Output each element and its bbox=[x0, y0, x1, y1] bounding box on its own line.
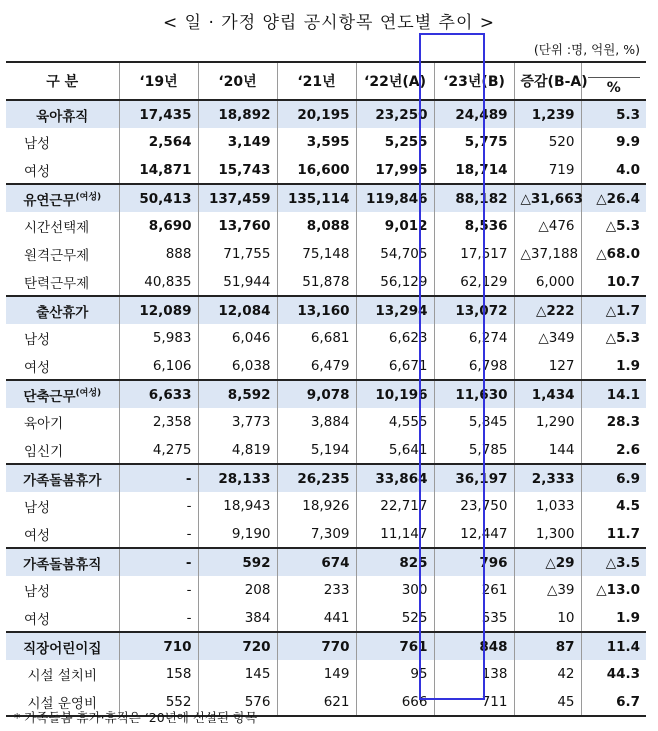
value-cell: △476 bbox=[514, 212, 581, 240]
value-cell: 10.7 bbox=[581, 268, 646, 296]
value-cell: 13,072 bbox=[434, 296, 514, 324]
value-cell: 127 bbox=[514, 352, 581, 380]
value-cell: 300 bbox=[356, 576, 434, 604]
category-row bbox=[6, 632, 646, 660]
value-cell: 5.3 bbox=[581, 100, 646, 128]
value-cell: △3.5 bbox=[581, 548, 646, 576]
category-row bbox=[6, 380, 646, 408]
value-cell: 208 bbox=[198, 576, 277, 604]
row-label: 여성 bbox=[24, 359, 51, 376]
row-label-cell bbox=[6, 100, 119, 128]
value-cell: △31,663 bbox=[514, 184, 581, 212]
value-cell: 6,046 bbox=[198, 324, 277, 352]
row-label-cell bbox=[6, 240, 119, 268]
value-cell: 666 bbox=[356, 688, 434, 716]
header-2019: ‘19년 bbox=[119, 62, 198, 100]
header-percent-label: % bbox=[588, 77, 641, 96]
value-cell: 9,078 bbox=[277, 380, 356, 408]
value-cell: 138 bbox=[434, 660, 514, 688]
category-row bbox=[6, 296, 646, 324]
header-category: 구 분 bbox=[46, 74, 79, 90]
header-percent bbox=[581, 62, 646, 100]
value-cell: 719 bbox=[514, 156, 581, 184]
value-cell: 5,641 bbox=[356, 436, 434, 464]
value-cell: 18,926 bbox=[277, 492, 356, 520]
value-cell: 6,623 bbox=[356, 324, 434, 352]
value-cell: 14.1 bbox=[581, 380, 646, 408]
value-cell: 2,358 bbox=[119, 408, 198, 436]
page-title: < 일 · 가정 양립 공시항목 연도별 추이 > bbox=[162, 13, 496, 33]
value-cell: - bbox=[119, 604, 198, 632]
value-cell: 621 bbox=[277, 688, 356, 716]
value-cell: 261 bbox=[434, 576, 514, 604]
row-label: 남성 bbox=[24, 136, 51, 152]
value-cell: 135,114 bbox=[277, 184, 356, 212]
value-cell: 51,878 bbox=[277, 268, 356, 296]
value-cell: △5.3 bbox=[581, 212, 646, 240]
value-cell: 45 bbox=[514, 688, 581, 716]
value-cell: 710 bbox=[119, 632, 198, 660]
row-label-cell bbox=[6, 548, 119, 576]
table-row bbox=[6, 212, 646, 240]
value-cell: 576 bbox=[198, 688, 277, 716]
value-cell: - bbox=[119, 548, 198, 576]
value-cell: 770 bbox=[277, 632, 356, 660]
row-label-cell bbox=[6, 604, 119, 632]
value-cell: 3,773 bbox=[198, 408, 277, 436]
value-cell: 28.3 bbox=[581, 408, 646, 436]
row-label-cell bbox=[6, 184, 119, 212]
row-label: 여성 bbox=[24, 163, 51, 180]
stats-table bbox=[6, 61, 646, 717]
value-cell: 12,089 bbox=[119, 296, 198, 324]
value-cell: 4,819 bbox=[198, 436, 277, 464]
row-label-sup: (여성) bbox=[75, 192, 102, 202]
value-cell: 137,459 bbox=[198, 184, 277, 212]
value-cell: 50,413 bbox=[119, 184, 198, 212]
row-label-cell bbox=[6, 352, 119, 380]
value-cell: 87 bbox=[514, 632, 581, 660]
value-cell: 158 bbox=[119, 660, 198, 688]
value-cell: 5,845 bbox=[434, 408, 514, 436]
value-cell: 1.9 bbox=[581, 352, 646, 380]
value-cell: △37,188 bbox=[514, 240, 581, 268]
value-cell: 592 bbox=[198, 548, 277, 576]
footnote: * 가족돌봄 휴가·휴직은 ‘20년에 신설된 항목 bbox=[14, 710, 258, 725]
row-label-cell bbox=[6, 268, 119, 296]
row-label-cell bbox=[6, 128, 119, 156]
category-row bbox=[6, 184, 646, 212]
value-cell: 9.9 bbox=[581, 128, 646, 156]
value-cell: 3,595 bbox=[277, 128, 356, 156]
value-cell: △5.3 bbox=[581, 324, 646, 352]
value-cell: 5,775 bbox=[434, 128, 514, 156]
row-label-cell bbox=[6, 632, 119, 660]
value-cell: 11,147 bbox=[356, 520, 434, 548]
row-label-cell bbox=[6, 576, 119, 604]
value-cell: 12,084 bbox=[198, 296, 277, 324]
value-cell: 15,743 bbox=[198, 156, 277, 184]
value-cell: 20,195 bbox=[277, 100, 356, 128]
value-cell: 14,871 bbox=[119, 156, 198, 184]
value-cell: 825 bbox=[356, 548, 434, 576]
value-cell: 40,835 bbox=[119, 268, 198, 296]
value-cell: 8,536 bbox=[434, 212, 514, 240]
value-cell: 525 bbox=[356, 604, 434, 632]
value-cell: 18,714 bbox=[434, 156, 514, 184]
row-label: 여성 bbox=[24, 527, 51, 544]
value-cell: 674 bbox=[277, 548, 356, 576]
table-body bbox=[6, 100, 646, 716]
value-cell: 71,755 bbox=[198, 240, 277, 268]
value-cell: 13,294 bbox=[356, 296, 434, 324]
table-header-row bbox=[6, 62, 646, 100]
header-2023: ‘23년(B) bbox=[434, 62, 514, 100]
table-row bbox=[6, 240, 646, 268]
value-cell: 384 bbox=[198, 604, 277, 632]
value-cell: - bbox=[119, 492, 198, 520]
value-cell: 6,671 bbox=[356, 352, 434, 380]
value-cell: 24,489 bbox=[434, 100, 514, 128]
value-cell: 720 bbox=[198, 632, 277, 660]
header-2020: ‘20년 bbox=[198, 62, 277, 100]
row-label: 남성 bbox=[24, 584, 51, 600]
value-cell: 711 bbox=[434, 688, 514, 716]
value-cell: △68.0 bbox=[581, 240, 646, 268]
value-cell: 6,798 bbox=[434, 352, 514, 380]
value-cell: 11,630 bbox=[434, 380, 514, 408]
value-cell: 1,239 bbox=[514, 100, 581, 128]
value-cell: 8,592 bbox=[198, 380, 277, 408]
category-row bbox=[6, 548, 646, 576]
value-cell: 75,148 bbox=[277, 240, 356, 268]
table-row bbox=[6, 408, 646, 436]
value-cell: 2,333 bbox=[514, 464, 581, 492]
row-label: 가족돌봄휴직 bbox=[23, 556, 102, 573]
value-cell: △13.0 bbox=[581, 576, 646, 604]
table-row bbox=[6, 324, 646, 352]
row-label: 시간선택제 bbox=[24, 220, 90, 236]
value-cell: 1,290 bbox=[514, 408, 581, 436]
row-label-cell bbox=[6, 324, 119, 352]
table-row bbox=[6, 436, 646, 464]
row-label-cell bbox=[6, 380, 119, 408]
value-cell: 88,182 bbox=[434, 184, 514, 212]
value-cell: 4,275 bbox=[119, 436, 198, 464]
value-cell: 13,160 bbox=[277, 296, 356, 324]
row-label: 임신기 bbox=[24, 443, 64, 460]
value-cell: 6,681 bbox=[277, 324, 356, 352]
value-cell: 2.6 bbox=[581, 436, 646, 464]
row-label-cell bbox=[6, 408, 119, 436]
value-cell: 5,194 bbox=[277, 436, 356, 464]
row-label-cell bbox=[6, 464, 119, 492]
category-row bbox=[6, 100, 646, 128]
value-cell: 5,785 bbox=[434, 436, 514, 464]
row-label-cell bbox=[6, 492, 119, 520]
row-label: 원격근무제 bbox=[24, 248, 90, 264]
value-cell: 6.9 bbox=[581, 464, 646, 492]
stats-table-wrapper bbox=[6, 61, 646, 717]
value-cell: 4.5 bbox=[581, 492, 646, 520]
value-cell: △1.7 bbox=[581, 296, 646, 324]
row-label: 남성 bbox=[24, 500, 51, 516]
value-cell: 1.9 bbox=[581, 604, 646, 632]
value-cell: 13,760 bbox=[198, 212, 277, 240]
value-cell: 6,633 bbox=[119, 380, 198, 408]
value-cell: △29 bbox=[514, 548, 581, 576]
value-cell: - bbox=[119, 464, 198, 492]
value-cell: 149 bbox=[277, 660, 356, 688]
value-cell: 1,300 bbox=[514, 520, 581, 548]
value-cell: △39 bbox=[514, 576, 581, 604]
row-label: 탄력근무제 bbox=[24, 275, 90, 292]
value-cell: 6,000 bbox=[514, 268, 581, 296]
value-cell: 233 bbox=[277, 576, 356, 604]
value-cell: 18,943 bbox=[198, 492, 277, 520]
value-cell: △222 bbox=[514, 296, 581, 324]
header-2022: ‘22년(A) bbox=[356, 62, 434, 100]
value-cell: △26.4 bbox=[581, 184, 646, 212]
value-cell: 6,106 bbox=[119, 352, 198, 380]
header-change: 증감(B-A) bbox=[514, 62, 581, 100]
row-label-cell bbox=[6, 660, 119, 688]
value-cell: 51,944 bbox=[198, 268, 277, 296]
value-cell: - bbox=[119, 520, 198, 548]
row-label-sup: (여성) bbox=[75, 388, 102, 398]
value-cell: 761 bbox=[356, 632, 434, 660]
value-cell: 16,600 bbox=[277, 156, 356, 184]
table-row bbox=[6, 492, 646, 520]
value-cell: 8,690 bbox=[119, 212, 198, 240]
row-label: 출산휴가 bbox=[36, 304, 89, 321]
row-label: 시설 운영비 bbox=[27, 695, 97, 712]
table-row bbox=[6, 660, 646, 688]
value-cell: 17,435 bbox=[119, 100, 198, 128]
value-cell: 62,129 bbox=[434, 268, 514, 296]
value-cell: 5,983 bbox=[119, 324, 198, 352]
value-cell: 6,038 bbox=[198, 352, 277, 380]
value-cell: 9,190 bbox=[198, 520, 277, 548]
value-cell: 22,717 bbox=[356, 492, 434, 520]
value-cell: 8,088 bbox=[277, 212, 356, 240]
value-cell: 5,255 bbox=[356, 128, 434, 156]
value-cell: 3,149 bbox=[198, 128, 277, 156]
table-row bbox=[6, 576, 646, 604]
value-cell: 848 bbox=[434, 632, 514, 660]
value-cell: 4,555 bbox=[356, 408, 434, 436]
value-cell: 6,479 bbox=[277, 352, 356, 380]
value-cell: 36,197 bbox=[434, 464, 514, 492]
value-cell: 535 bbox=[434, 604, 514, 632]
row-label: 여성 bbox=[24, 611, 51, 628]
value-cell: 145 bbox=[198, 660, 277, 688]
table-row bbox=[6, 520, 646, 548]
row-label-cell bbox=[6, 296, 119, 324]
value-cell: 18,892 bbox=[198, 100, 277, 128]
value-cell: 6.7 bbox=[581, 688, 646, 716]
value-cell: 33,864 bbox=[356, 464, 434, 492]
table-row bbox=[6, 128, 646, 156]
value-cell: 28,133 bbox=[198, 464, 277, 492]
row-label: 직장어린이집 bbox=[23, 640, 102, 657]
value-cell: 2,564 bbox=[119, 128, 198, 156]
value-cell: 23,750 bbox=[434, 492, 514, 520]
value-cell: 552 bbox=[119, 688, 198, 716]
header-2021: ‘21년 bbox=[277, 62, 356, 100]
value-cell: 520 bbox=[514, 128, 581, 156]
value-cell: 7,309 bbox=[277, 520, 356, 548]
value-cell: 17,517 bbox=[434, 240, 514, 268]
row-label-cell bbox=[6, 212, 119, 240]
row-label: 남성 bbox=[24, 332, 51, 348]
value-cell: 10 bbox=[514, 604, 581, 632]
value-cell: 42 bbox=[514, 660, 581, 688]
row-label-cell bbox=[6, 436, 119, 464]
table-row bbox=[6, 268, 646, 296]
table-row bbox=[6, 156, 646, 184]
value-cell: 6,274 bbox=[434, 324, 514, 352]
value-cell: 17,995 bbox=[356, 156, 434, 184]
table-row bbox=[6, 604, 646, 632]
value-cell: 1,434 bbox=[514, 380, 581, 408]
value-cell: 4.0 bbox=[581, 156, 646, 184]
table-row bbox=[6, 352, 646, 380]
value-cell: 95 bbox=[356, 660, 434, 688]
row-label: 시설 설치비 bbox=[27, 668, 97, 684]
value-cell: 54,705 bbox=[356, 240, 434, 268]
value-cell: 10,196 bbox=[356, 380, 434, 408]
value-cell: △349 bbox=[514, 324, 581, 352]
value-cell: 11.7 bbox=[581, 520, 646, 548]
row-label: 가족돌봄휴가 bbox=[23, 472, 102, 489]
value-cell: 144 bbox=[514, 436, 581, 464]
value-cell: 1,033 bbox=[514, 492, 581, 520]
value-cell: 44.3 bbox=[581, 660, 646, 688]
value-cell: 11.4 bbox=[581, 632, 646, 660]
value-cell: 888 bbox=[119, 240, 198, 268]
row-label: 유연근무 bbox=[23, 192, 76, 209]
row-label-cell bbox=[6, 156, 119, 184]
value-cell: 441 bbox=[277, 604, 356, 632]
value-cell: 56,129 bbox=[356, 268, 434, 296]
value-cell: 796 bbox=[434, 548, 514, 576]
value-cell: 12,447 bbox=[434, 520, 514, 548]
row-label: 육아휴직 bbox=[36, 108, 89, 125]
row-label: 단축근무 bbox=[23, 388, 76, 405]
value-cell: 26,235 bbox=[277, 464, 356, 492]
row-label: 육아기 bbox=[24, 416, 64, 432]
value-cell: 9,012 bbox=[356, 212, 434, 240]
value-cell: - bbox=[119, 576, 198, 604]
value-cell: 119,846 bbox=[356, 184, 434, 212]
row-label-cell bbox=[6, 520, 119, 548]
category-row bbox=[6, 464, 646, 492]
unit-note: (단위 :명, 억원, %) bbox=[533, 42, 640, 57]
value-cell: 23,250 bbox=[356, 100, 434, 128]
value-cell: 3,884 bbox=[277, 408, 356, 436]
